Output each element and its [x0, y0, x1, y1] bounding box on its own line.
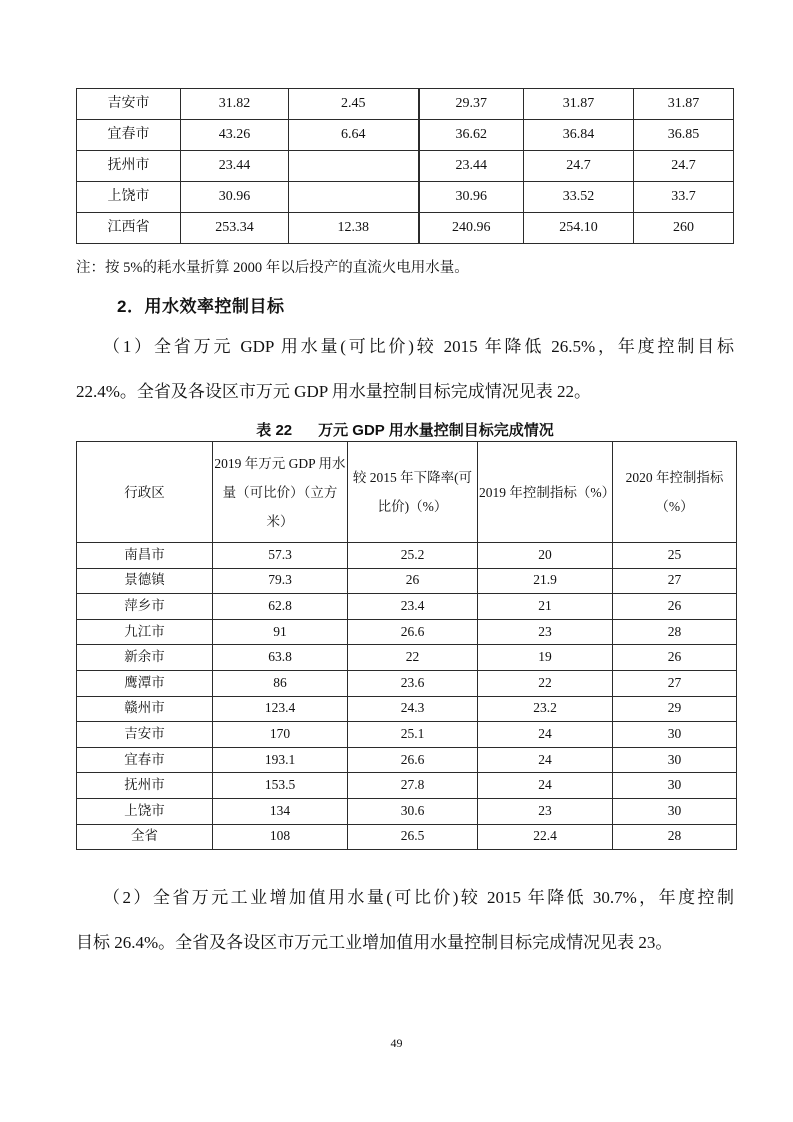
table-cell: 26 [348, 568, 478, 594]
table-cell: 全省 [77, 824, 213, 850]
table-cell: 25.2 [348, 543, 478, 569]
table-cell: 宜春市 [77, 747, 213, 773]
table-cell: 22.4 [478, 824, 613, 850]
table-cell: 宜春市 [77, 120, 181, 151]
table-row [77, 213, 734, 244]
table-cell: 29.37 [419, 89, 524, 120]
table-cell: 24 [478, 722, 613, 748]
table-cell: 上饶市 [77, 182, 181, 213]
table22-caption [76, 421, 734, 441]
page-content [76, 88, 734, 954]
table-row [77, 120, 734, 151]
table-cell: 23 [478, 619, 613, 645]
table-cell: 62.8 [213, 594, 348, 620]
table-cell: 260 [634, 213, 734, 244]
table-cell: 吉安市 [77, 89, 181, 120]
table-cell: 2.45 [289, 89, 419, 120]
table-row [77, 645, 737, 671]
table-cell: 26 [613, 594, 737, 620]
table-row [77, 89, 734, 120]
table22-header-2020-target: 2020 年控制指标（%） [613, 442, 737, 543]
table-cell: 景德镇 [77, 568, 213, 594]
table-cell: 123.4 [213, 696, 348, 722]
table-cell: 抚州市 [77, 151, 181, 182]
table-cell: 30 [613, 773, 737, 799]
table22-header [77, 442, 737, 543]
table-row [77, 824, 737, 850]
table-row [77, 722, 737, 748]
table-cell: 31.87 [524, 89, 634, 120]
table-cell [289, 151, 419, 182]
table-cell: 193.1 [213, 747, 348, 773]
table-row [77, 568, 737, 594]
table-cell: 21 [478, 594, 613, 620]
table-cell: 36.85 [634, 120, 734, 151]
table-cell: 91 [213, 619, 348, 645]
table-row [77, 773, 737, 799]
table-row [77, 543, 737, 569]
table-cell: 31.87 [634, 89, 734, 120]
table22-header-2019-usage: 2019 年万元 GDP 用水量（可比价）（立方米） [213, 442, 348, 543]
water-use-continued-table-body [77, 89, 734, 244]
table-cell: 26.6 [348, 747, 478, 773]
table22-body [77, 543, 737, 850]
table22-header-2019-target: 2019 年控制指标（%） [478, 442, 613, 543]
table22 [76, 441, 737, 850]
table22-caption-label: 表 22 [256, 422, 293, 439]
table-cell: 134 [213, 798, 348, 824]
table-cell: 27 [613, 568, 737, 594]
table-cell: 30 [613, 722, 737, 748]
table-cell: 30 [613, 798, 737, 824]
table-cell: 25 [613, 543, 737, 569]
table-cell: 23.44 [181, 151, 289, 182]
table-cell: 23 [478, 798, 613, 824]
table-row [77, 798, 737, 824]
table-cell: 23.6 [348, 670, 478, 696]
paragraph-2-line-2: 目标 26.4%。全省及各设区市万元工业增加值用水量控制目标完成情况见表 23。 [76, 933, 673, 953]
table-cell: 19 [478, 645, 613, 671]
table-cell: 新余市 [77, 645, 213, 671]
table-cell: 24 [478, 747, 613, 773]
table-cell: 26.6 [348, 619, 478, 645]
water-use-continued-table [76, 88, 734, 244]
page-number: 49 [390, 1036, 403, 1050]
table-cell: 吉安市 [77, 722, 213, 748]
table22-header-region: 行政区 [77, 442, 213, 543]
table-cell: 43.26 [181, 120, 289, 151]
table-cell: 21.9 [478, 568, 613, 594]
table-cell: 24 [478, 773, 613, 799]
table-cell: 63.8 [213, 645, 348, 671]
table-cell: 33.7 [634, 182, 734, 213]
table-cell: 22 [348, 645, 478, 671]
table-cell: 27.8 [348, 773, 478, 799]
table-cell: 240.96 [419, 213, 524, 244]
table-cell: 20 [478, 543, 613, 569]
table-cell: 鹰潭市 [77, 670, 213, 696]
table-cell: 31.82 [181, 89, 289, 120]
table-cell: 上饶市 [77, 798, 213, 824]
table-cell: 赣州市 [77, 696, 213, 722]
table-cell: 108 [213, 824, 348, 850]
paragraph-1-line-1: （1）全省万元 GDP 用水量(可比价)较 2015 年降低 26.5%，年度控制目标 [103, 337, 734, 356]
table-cell: 26 [613, 645, 737, 671]
paragraph-1-line-2: 22.4%。全省及各设区市万元 GDP 用水量控制目标完成情况见表 22。 [76, 382, 592, 401]
table-cell: 170 [213, 722, 348, 748]
table-cell: 25.1 [348, 722, 478, 748]
table-cell: 153.5 [213, 773, 348, 799]
table-footnote: 注：按 5%的耗水量折算 2000 年以后投产的直流火电用水量。 [76, 260, 469, 276]
table-cell: 28 [613, 619, 737, 645]
table-cell: 24.7 [524, 151, 634, 182]
table-row [77, 747, 737, 773]
table-cell: 23.4 [348, 594, 478, 620]
table-cell: 30.96 [419, 182, 524, 213]
table22-header-row [77, 442, 737, 543]
table-cell: 九江市 [77, 619, 213, 645]
paragraph-2-line-1: （2）全省万元工业增加值用水量(可比价)较 2015 年降低 30.7%，年度控制 [103, 888, 734, 908]
table-cell: 23.2 [478, 696, 613, 722]
table-cell: 86 [213, 670, 348, 696]
table-cell: 30.6 [348, 798, 478, 824]
table-row [77, 619, 737, 645]
table-cell: 29 [613, 696, 737, 722]
table-row [77, 151, 734, 182]
table22-header-decline-rate: 较 2015 年下降率(可比价)（%） [348, 442, 478, 543]
table-cell: 萍乡市 [77, 594, 213, 620]
table-cell: 24.7 [634, 151, 734, 182]
table-cell: 57.3 [213, 543, 348, 569]
table-cell: 28 [613, 824, 737, 850]
table-cell: 23.44 [419, 151, 524, 182]
table-row [77, 696, 737, 722]
table-cell: 江西省 [77, 213, 181, 244]
table22-caption-title: 万元 GDP 用水量控制目标完成情况 [318, 422, 554, 439]
table-cell: 24.3 [348, 696, 478, 722]
table-cell: 南昌市 [77, 543, 213, 569]
table-cell: 22 [478, 670, 613, 696]
table-cell: 30 [613, 747, 737, 773]
table-cell [289, 182, 419, 213]
table-cell: 抚州市 [77, 773, 213, 799]
table-cell: 36.62 [419, 120, 524, 151]
table-cell: 30.96 [181, 182, 289, 213]
table-cell: 12.38 [289, 213, 419, 244]
table-row [77, 670, 737, 696]
table-cell: 33.52 [524, 182, 634, 213]
table-cell: 253.34 [181, 213, 289, 244]
table-cell: 79.3 [213, 568, 348, 594]
table-row [77, 594, 737, 620]
table-row [77, 182, 734, 213]
table-cell: 254.10 [524, 213, 634, 244]
section-heading: 2．用水效率控制目标 [117, 297, 285, 316]
table-cell: 6.64 [289, 120, 419, 151]
table-cell: 26.5 [348, 824, 478, 850]
table-cell: 36.84 [524, 120, 634, 151]
table-cell: 27 [613, 670, 737, 696]
